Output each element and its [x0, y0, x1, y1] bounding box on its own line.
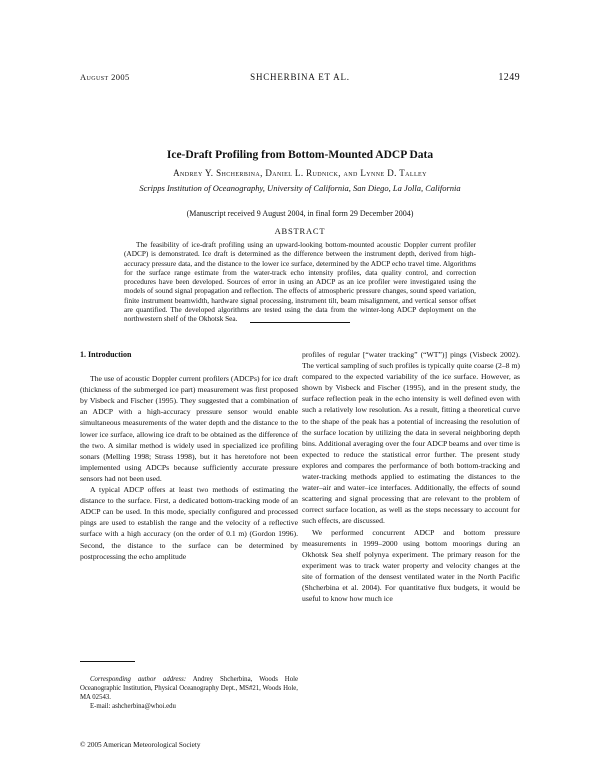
right-paragraph-1: profiles of regular [“water tracking” (“WT”)] pings (Visbeck 2002). The vertical sampling of such profiles is typically quite coarse (2–8 m) compared to the expected variability of the ice surface. However, as shown by Visbeck and Fischer (1995), and in the present study, the surface reflection peak in the echo intensity is well defined even with such a relatively low resolution. As a result, fitting a theoretical curve to the shape of the peak has a potential of increasing the resolution of the surface location by utilizing the data in several neighboring depth bins. Additional averaging over the four ADCP beams and over time is expected to reduce the statistical error further. The present study explores and compares the performance of both bottom-tracking and water-tracking methods applied to estimating the distances to the water–air and water–ice interfaces. Additionally, the effects of sound scattering and signal processing that are relevant to the problem of correct surface location, as well as the steps necessary to account for such effects, are discussed. [302, 350, 520, 526]
footnote-label: Corresponding author address: [90, 676, 187, 683]
paper-title: Ice-Draft Profiling from Bottom-Mounted ADCP Data [166, 149, 434, 161]
abstract-heading: ABSTRACT [274, 226, 326, 236]
left-column [80, 349, 298, 562]
footnote-divider [80, 661, 135, 662]
section-divider [250, 322, 350, 323]
footnote [80, 675, 298, 711]
running-header-date: August 2005 [80, 72, 130, 82]
author-list: Andrey Y. Shcherbina, Daniel L. Rudnick, and Lynne D. Talley [173, 168, 427, 178]
left-paragraph-2: A typical ADCP offers at least two methods of estimating the distance to the surface. First, a dedicated bottom-tracking mode of an ADCP can be used. In this mode, specially configured and processed pings are used to establish the range and the velocity of a reflective surface with a high accuracy (on the order of 0.1 m) (Gordon 1996). Second, the distance to the surface can be determined by postprocessing the echo amplitude [80, 485, 298, 561]
right-paragraph-2: We performed concurrent ADCP and bottom pressure measurements in 1999–2000 using bottom moorings during an Okhotsk Sea shelf polynya experiment. The primary reason for the experiment was to track water property and velocity changes at the site of formation of the densest ventilated water in the North Pacific (Shcherbina et al. 2004). For quantitative flux budgets, it would be useful to know how much ice [302, 527, 520, 604]
manuscript-dates: (Manuscript received 9 August 2004, in final form 29 December 2004) [186, 209, 414, 218]
affiliation: Scripps Institution of Oceanography, University of California, San Diego, La Jolla, California [139, 183, 461, 193]
page-number: 1249 [498, 72, 520, 83]
right-column [302, 349, 520, 604]
copyright-notice: © 2005 American Meteorological Society [80, 741, 201, 749]
footnote-email: E-mail: ashcherbina@whoi.edu [90, 703, 176, 710]
running-header-authors: SHCHERBINA ET AL. [250, 72, 350, 82]
abstract-text: The feasibility of ice-draft profiling using an upward-looking bottom-mounted acoustic Doppler current profiler (ADCP) is demonstrated. Ice draft is determined as the difference between the instrument depth, derived from high-accuracy pressure data, and the distance to the lower ice surface, determined by the ADCP echo travel time. Algorithms for the surface range estimate from the water-track echo intensity profiles, data quality control, and correction procedures have been developed. Sources of error in using an ADCP as an ice profiler were investigated using the models of sound signal propagation and reflection. The effects of atmospheric pressure changes, sound speed variation, finite instrument beamwidth, hardware signal processing, instrument tilt, beam misalignment, and vertical sensor offset are quantified. The developed algorithms are tested using the data from the winter-long ADCP deployment on the northwestern shelf of the Okhotsk Sea. [124, 240, 476, 324]
left-paragraph-1: The use of acoustic Doppler current profilers (ADCPs) for ice draft (thickness of the submerged ice part) measurement was first proposed by Visbeck and Fischer (1995). They suggested that a combination of an ADCP with a high-accuracy pressure sensor would enable simultaneous measurements of the water depth and the distance to the lower ice surface, allowing ice draft to be obtained as the difference of the two. A similar method is widely used in specialized ice profiling sonars (Melling 1998; Strass 1998), but it has heretofore not been implemented using ADCPs because sufficiently accurate pressure sensors had not been used. [80, 374, 298, 483]
section-heading: 1. Introduction [80, 350, 132, 359]
footnote-address: Andrey Shcherbina, Woods Hole Oceanographic Institution, Physical Oceanography Dept., MS#21, Woods Hole, MA 02543. [80, 676, 298, 701]
